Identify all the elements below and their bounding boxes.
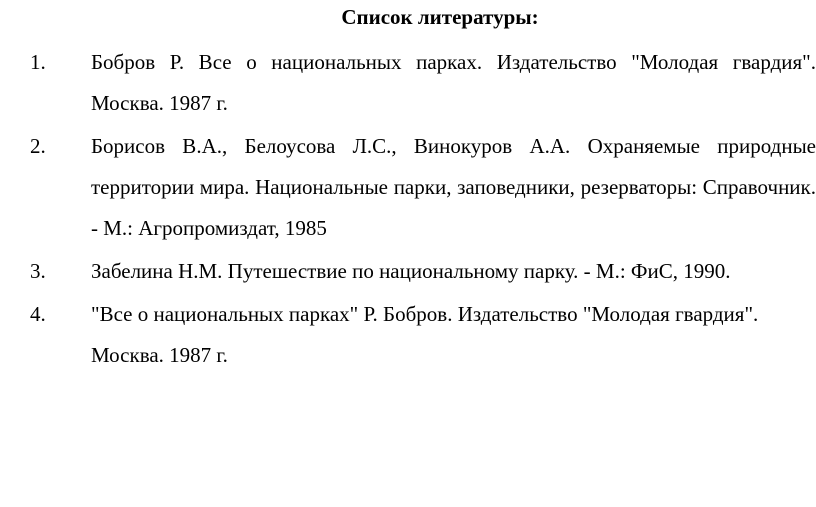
list-item	[30, 42, 816, 124]
list-item	[30, 294, 816, 376]
item-number: 1.	[30, 50, 46, 74]
reference-list	[30, 42, 816, 376]
item-number: 4.	[30, 302, 46, 326]
page-title: Список литературы:	[341, 5, 539, 29]
item-number: 2.	[30, 134, 46, 158]
item-text: "Все о национальных парках" Р. Бобров. Издательство "Молодая гвардия".	[91, 302, 759, 326]
item-text: Бобров Р. Все о национальных парках. Издательство "Молодая гвардия". Москва. 1987 г.	[91, 50, 816, 115]
list-item	[30, 251, 816, 292]
list-item	[30, 126, 816, 249]
item-text-continuation: Москва. 1987 г.	[91, 343, 228, 367]
item-text: Борисов В.А., Белоусова Л.С., Винокуров А.А. Охраняемые природные территории мира. Национальные парки, заповедники, резерваторы: Справочник. - М.: Агропромиздат, 1985	[91, 134, 816, 240]
item-number: 3.	[30, 259, 46, 283]
item-text: Забелина Н.М. Путешествие по национальному парку. - М.: ФиС, 1990.	[91, 259, 731, 283]
